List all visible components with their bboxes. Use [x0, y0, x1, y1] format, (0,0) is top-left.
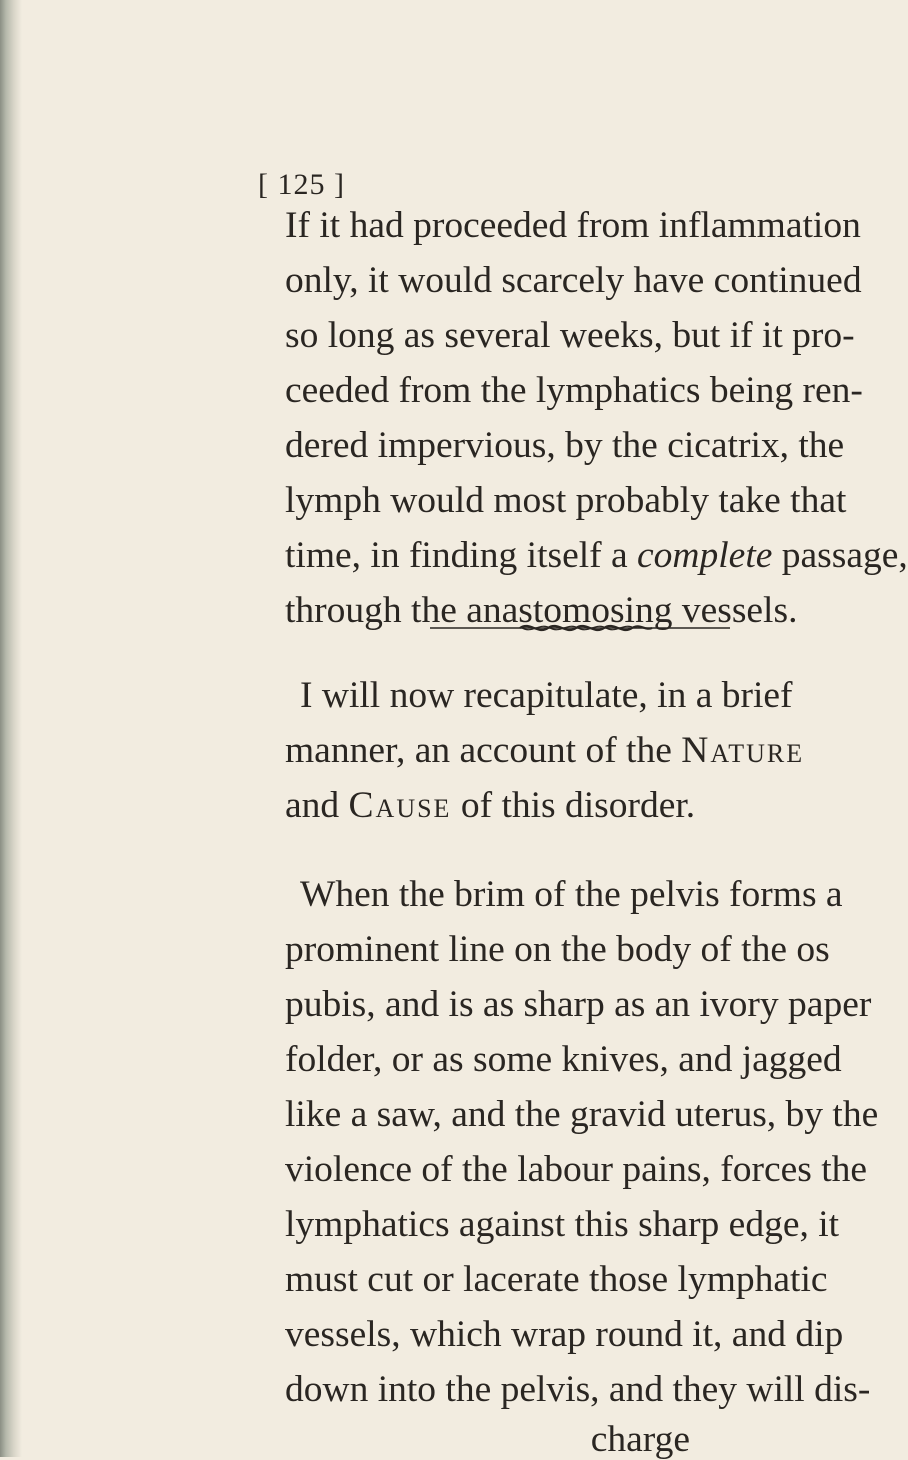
text-line: folder, or as some knives, and jagged: [285, 1039, 842, 1080]
italic-emphasis: complete: [637, 535, 773, 576]
text-line: If it had proceeded from inflammation: [285, 205, 861, 246]
text-line: only, it would scarcely have continued: [285, 260, 862, 301]
text-line: When the brim of the pelvis forms a: [300, 874, 843, 915]
text-line: prominent line on the body of the os: [285, 929, 830, 970]
text-line: must cut or lacerate those lymphatic: [285, 1259, 828, 1300]
text-line: dered impervious, by the cicatrix, the: [285, 425, 845, 466]
small-caps-term: Cause: [348, 785, 452, 826]
page-gutter-shadow: [0, 0, 22, 1457]
catchword: charge: [590, 1419, 690, 1460]
text-line: lymph would most probably take that: [285, 480, 847, 521]
text-line: violence of the labour pains, forces the: [285, 1149, 868, 1190]
ornamental-rule: [430, 619, 730, 637]
text-line: ceeded from the lymphatics being ren-: [285, 370, 863, 411]
small-caps-term: Nature: [681, 730, 805, 771]
text-line: down into the pelvis, and they will dis-: [285, 1369, 871, 1410]
text-line: I will now recapitulate, in a brief: [300, 675, 793, 716]
text-line: and Cause of this disorder.: [285, 785, 696, 826]
page-number: [ 125 ]: [258, 168, 345, 201]
text-line: so long as several weeks, but if it pro-: [285, 315, 855, 356]
text-line: lymphatics against this sharp edge, it: [285, 1204, 840, 1245]
text-line: manner, an account of the Nature: [285, 730, 805, 771]
text-line: vessels, which wrap round it, and dip: [285, 1314, 844, 1355]
text-line: pubis, and is as sharp as an ivory paper: [285, 984, 872, 1025]
text-line: like a saw, and the gravid uterus, by the: [285, 1094, 879, 1135]
text-line: time, in finding itself a complete passage,: [285, 535, 908, 576]
text-line: through the anastomosing vessels.: [285, 590, 798, 631]
